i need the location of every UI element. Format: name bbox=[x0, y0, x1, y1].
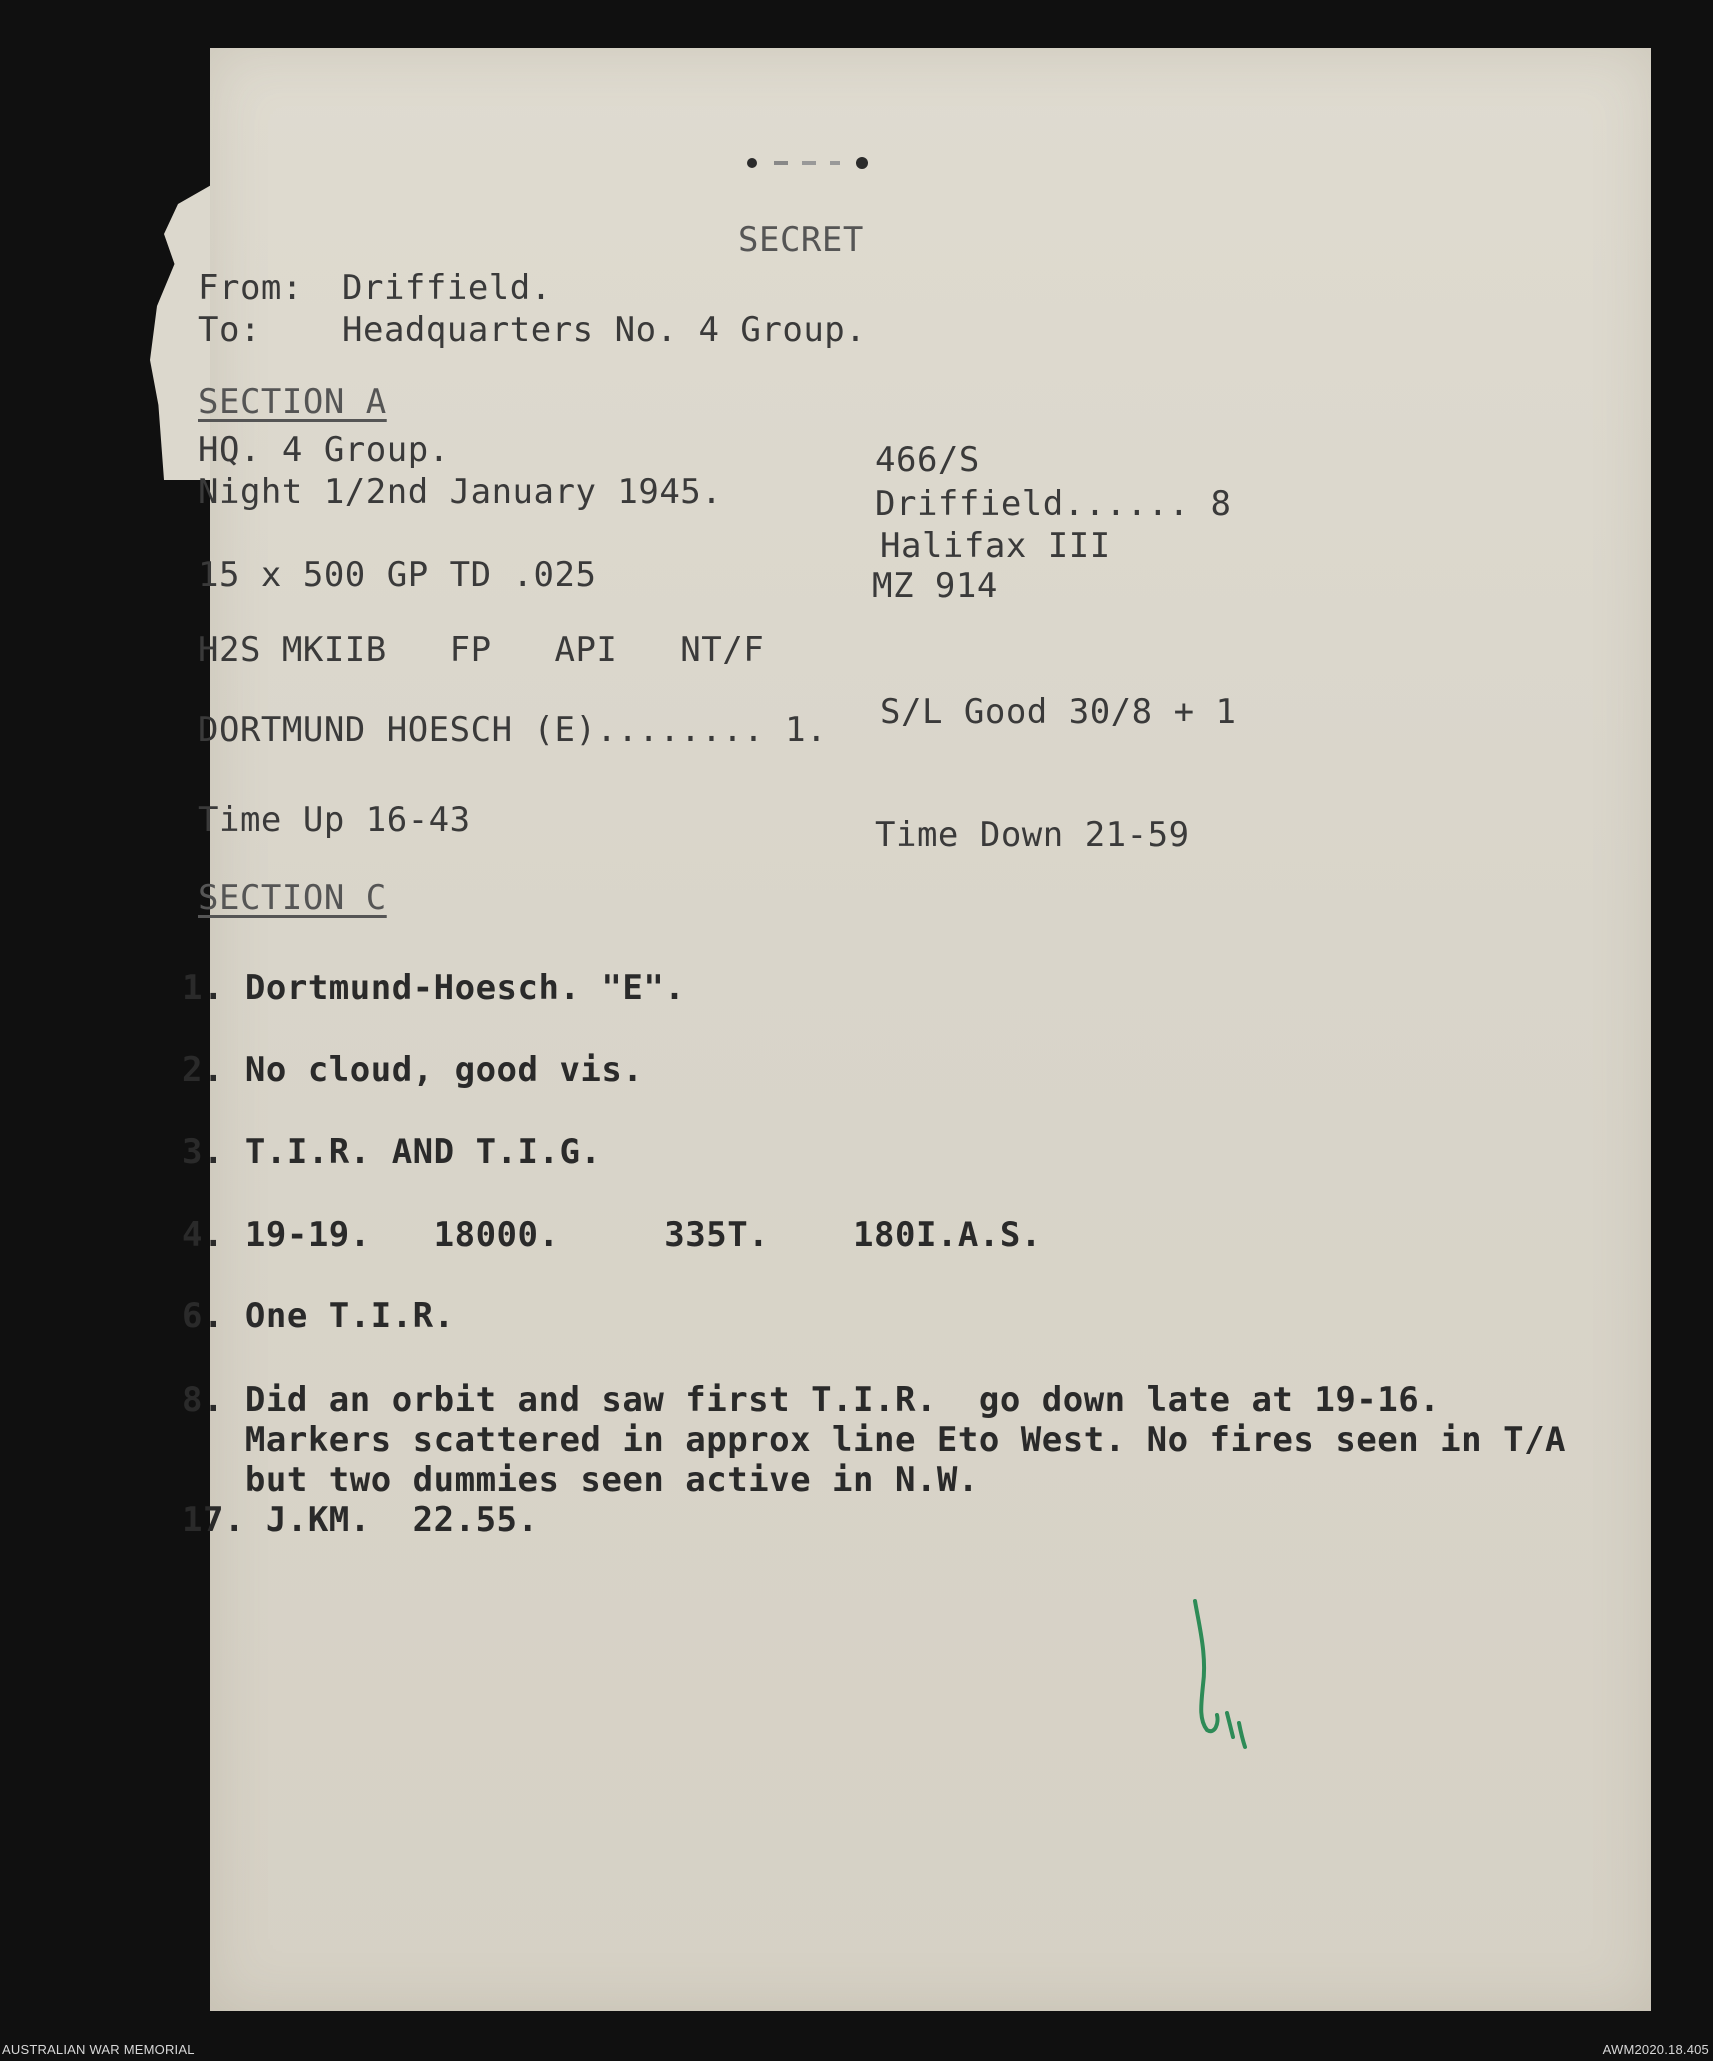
section-a-right-line: S/L Good 30/8 + 1 bbox=[880, 692, 1237, 732]
to-value: Headquarters No. 4 Group. bbox=[342, 310, 867, 350]
section-a-right-line: MZ 914 bbox=[872, 566, 998, 606]
section-c-item: 2. No cloud, good vis. bbox=[182, 1050, 644, 1090]
section-c-item: 1. Dortmund-Hoesch. "E". bbox=[182, 968, 686, 1008]
section-a-right-line: Halifax III bbox=[880, 526, 1111, 566]
section-c-item: 17. J.KM. 22.55. bbox=[182, 1500, 539, 1540]
archive-footer-left: AUSTRALIAN WAR MEMORIAL bbox=[2, 2042, 195, 2057]
section-c-heading: SECTION C bbox=[198, 878, 387, 918]
section-a-left-line: Night 1/2nd January 1945. bbox=[198, 472, 723, 512]
classification-mark: SECRET bbox=[738, 220, 864, 260]
section-c-item: Markers scattered in approx line Eto West. No fires seen in T/A bbox=[182, 1420, 1567, 1460]
section-c-item: 3. T.I.R. AND T.I.G. bbox=[182, 1132, 602, 1172]
archive-footer-right: AWM2020.18.405 bbox=[1602, 2042, 1709, 2057]
section-a-left-line: HQ. 4 Group. bbox=[198, 430, 450, 470]
section-c-item: 4. 19-19. 18000. 335T. 180I.A.S. bbox=[182, 1215, 1042, 1255]
section-a-right-line: 466/S bbox=[875, 440, 980, 480]
handwritten-initials-signature bbox=[1185, 1595, 1265, 1755]
section-a-heading: SECTION A bbox=[198, 382, 387, 422]
from-value: Driffield. bbox=[342, 268, 552, 308]
from-label: From: bbox=[198, 268, 303, 308]
section-a-right-line: Driffield...... 8 bbox=[875, 484, 1232, 524]
section-c-item: 6. One T.I.R. bbox=[182, 1296, 455, 1336]
section-a-left-line: 15 x 500 GP TD .025 bbox=[198, 555, 597, 595]
section-a-left-line: H2S MKIIB FP API NT/F bbox=[198, 630, 765, 670]
section-a-right-line: Time Down 21-59 bbox=[875, 815, 1190, 855]
section-c-item: but two dummies seen active in N.W. bbox=[182, 1460, 979, 1500]
section-a-left-line: Time Up 16-43 bbox=[198, 800, 471, 840]
to-label: To: bbox=[198, 310, 261, 350]
section-c-item: 8. Did an orbit and saw first T.I.R. go down late at 19-16. bbox=[182, 1380, 1441, 1420]
section-a-left-line: DORTMUND HOESCH (E)........ 1. bbox=[198, 710, 828, 750]
staple-holes-mark bbox=[744, 153, 874, 173]
